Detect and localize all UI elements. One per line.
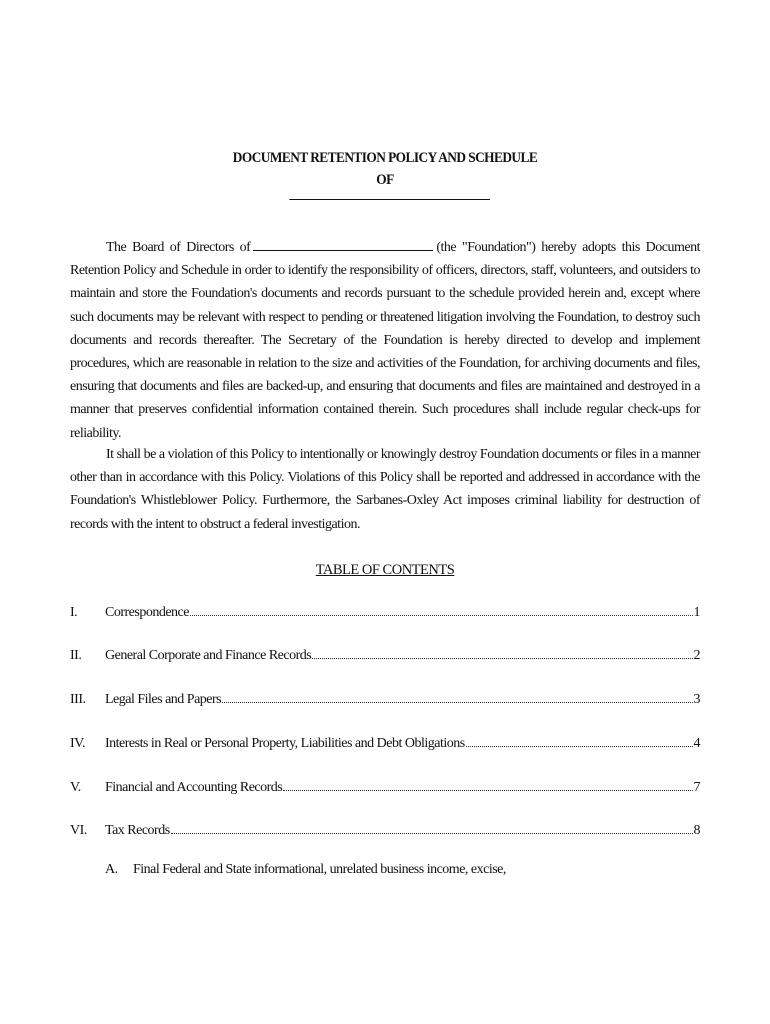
toc-item-label: Interests in Real or Personal Property, Liabilities and Debt Obligations (105, 736, 465, 751)
toc-item-general-corporate (70, 648, 700, 670)
title-line-2: OF (376, 172, 394, 188)
toc-leader-dots (190, 615, 693, 616)
toc-leader-dots (312, 658, 692, 659)
toc-title: TABLE OF CONTENTS (315, 562, 455, 578)
toc-item-page: 2 (693, 648, 700, 663)
toc-item-page: 8 (693, 823, 700, 838)
toc-item-number: II. (70, 648, 82, 663)
foundation-name-inline-blank (253, 238, 433, 251)
toc-leader-dots (222, 702, 692, 703)
paragraph-violation (70, 443, 700, 536)
toc-item-number: III. (70, 692, 86, 707)
toc-subitem-federal-state (105, 862, 506, 878)
toc-item-number: I. (70, 605, 78, 620)
toc-item-label: Correspondence (105, 605, 189, 620)
toc-item-number: IV. (70, 736, 85, 751)
toc-subitem-label: Final Federal and State informational, unrelated business income, excise, (133, 862, 506, 877)
toc-item-number: V. (70, 780, 81, 795)
toc-item-label: General Corporate and Finance Records (105, 648, 312, 663)
toc-item-page: 4 (693, 736, 700, 751)
toc-leader-dots (466, 746, 693, 747)
toc-subitem-letter: A. (105, 862, 118, 877)
toc-item-label: Tax Records (105, 823, 170, 838)
paragraph1-part1: The Board of Directors of (106, 240, 251, 255)
document-title (31, 147, 739, 200)
paragraph1-part2: (the "Foundation") hereby adopts this Document Retention Policy and Schedule in order to identify the responsibility of officers, directors, staff, volunteers, and outsiders to maintain and store the Foundation's documents and records pursuant to the schedule provided herein and, except where such documents may be relevant with respect to pending or threatened litigation involving the Foundation, to destroy such documents and records thereafter. The Secretary of the Foundation is hereby directed to develop and implement procedures, which are reasonable in relation to the size and activities of the Foundation, for archiving documents and files, ensuring that documents and files are backed-up, and ensuring that documents and files are maintained and destroyed in a manner that preserves confidential information contained therein. Such procedures shall include regular check-ups for reliability. (70, 240, 700, 441)
toc-leader-dots (283, 790, 692, 791)
toc-item-page: 1 (693, 605, 700, 620)
paragraph-board-adoption (70, 236, 700, 445)
foundation-name-blank (289, 199, 490, 200)
toc-item-number: VI. (70, 823, 87, 838)
toc-item-property-interests (70, 736, 700, 758)
title-line-1: DOCUMENT RETENTION POLICY AND SCHEDULE (232, 150, 538, 166)
toc-item-tax-records (70, 823, 700, 845)
toc-item-legal-files (70, 692, 700, 714)
toc-item-correspondence (70, 605, 700, 627)
toc-item-page: 7 (693, 780, 700, 795)
toc-item-label: Legal Files and Papers (105, 692, 222, 707)
toc-leader-dots (171, 833, 693, 834)
toc-item-label: Financial and Accounting Records (105, 780, 283, 795)
toc-item-page: 3 (693, 692, 700, 707)
toc-item-financial-accounting (70, 780, 700, 802)
paragraph2-text: It shall be a violation of this Policy to intentionally or knowingly destroy Foundation documents or files in a manner other than in accordance with this Policy. Violations of this Policy shall be reported and addressed in accordance with the Foundation's Whistleblower Policy. Furthermore, the Sarbanes-Oxley Act imposes criminal liability for destruction of records with the intent to obstruct a federal investigation. (70, 447, 700, 532)
